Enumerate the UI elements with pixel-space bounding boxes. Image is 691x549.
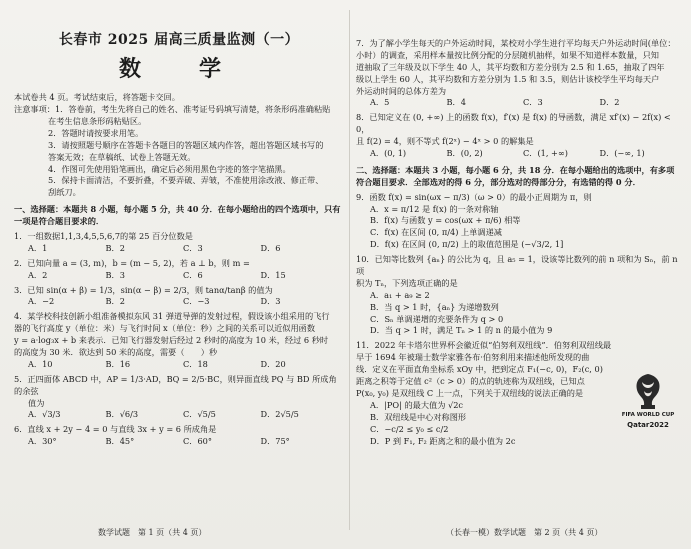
question-stem-line: 7．为了解小学生每天的户外运动时间，某校对小学生进行平均每天户外运动时间(单位： xyxy=(356,38,676,48)
option-a: A．x = π/12 是 f(x) 的一条对称轴 xyxy=(370,203,499,214)
option-d: D．3 xyxy=(260,296,281,307)
option-d: D．P 到 F₁, F₂ 距离之和的最小值为 2c xyxy=(370,435,516,446)
page-footer: （长春一模）数学试题 第 2 页（共 4 页） xyxy=(446,528,603,538)
question-stem-line: 且 f(2) = 4，则不等式 f(2ˣ) − 4ˣ > 0 的解集是 xyxy=(356,136,534,147)
intro-line: 本试卷共 4 页。考试结束后，将答题卡交回。 xyxy=(14,92,180,103)
instructions xyxy=(14,92,344,199)
option-b: B．45° xyxy=(105,436,135,447)
option-a: A．(0, 1) xyxy=(370,148,407,159)
question-stem-line: 10．已知等比数列 {aₙ} 的公比为 q，且 a₅ = 1，设该等比数列的前 n 项和为 Sₙ，前 n 项 xyxy=(356,254,678,277)
option-c: C．6 xyxy=(183,269,203,280)
option-c: C．Sₙ 单调递增的充要条件为 q > 0 xyxy=(370,313,504,324)
option-b: B．双纽线是中心对称图形 xyxy=(370,411,467,422)
option-d: D．6 xyxy=(260,242,281,253)
option-b: B．3 xyxy=(105,269,125,280)
option-a: A．|PO| 的最大值为 √2c xyxy=(370,399,463,410)
question-stem-line: 小时）的调查，采用样本量按比例分配的分层随机抽样，如果不知道样本数量，只知 xyxy=(356,49,659,60)
option-d: D．2 xyxy=(599,97,620,108)
option-c: C．f(x) 在区间 (0, π/4) 上单调递减 xyxy=(370,227,502,238)
option-b: B．f(x) 与函数 y = cos(ωx + π/6) 相等 xyxy=(370,215,521,226)
question-stem-line: 积为 Tₙ，下列选项正确的是 xyxy=(356,277,458,288)
options-row xyxy=(14,409,344,421)
options-row xyxy=(14,270,344,282)
option-b: B．当 q > 1 时，{aₙ} 为递增数列 xyxy=(370,301,499,312)
page-footer: 数学试题 第 1 页（共 4 页） xyxy=(98,528,207,538)
option-d: D．f(x) 在区间 (0, π/2) 上的取值范围是 (−√3/2, 1] xyxy=(370,239,564,250)
question-stem-line: 道抽取了三年级及以下学生 40 人，其平均数和方差分别为 2.5 和 1.65，抽取了四年 xyxy=(356,61,665,72)
trophy-emblem-icon xyxy=(631,372,665,412)
note-line: 答案无效；在草稿纸、试卷上答题无效。 xyxy=(48,151,196,162)
question-stem-line: 距离之积等于定值 c²（c > 0）的点的轨迹称为双纽线，已知点 xyxy=(356,376,585,387)
question-9 xyxy=(356,192,682,251)
section-one-heading: 一、选择题：本题共 8 小题，每小题 5 分，共 40 分．在每小题给出的四个选项中，只有一项是符合题目要求的． xyxy=(14,204,341,227)
options-row xyxy=(14,359,344,371)
option-c: C．−3 xyxy=(183,296,210,307)
option-d: D．(−∞, 1) xyxy=(599,148,645,159)
option-d: D．20 xyxy=(260,358,286,369)
question-stem-line: 线．定义在平面直角坐标系 xOy 中，把到定点 F₁(−c, 0)，F₂(c, 0) xyxy=(356,364,603,375)
options-row xyxy=(356,148,682,160)
question-stem-line: 11．2022 年卡塔尔世界杯会徽近似“伯努利双纽线”．伯努利双纽线最 xyxy=(356,340,612,351)
question-stem: 9．函数 f(x) = sin(ωx − π/3)（ω > 0）的最小正周期为 π，则 xyxy=(356,191,592,202)
option-a: A．−2 xyxy=(28,296,55,307)
option-d: D．2√5/5 xyxy=(260,409,299,420)
question-stem-line: 级以上学生 60 人，其平均数和方差分别为 1.5 和 3.5，则估计该校学生平均每天户 xyxy=(356,73,660,84)
question-stem-line: 的高度为 30 米．欲达到 50 米的高度，需要（ ）秒 xyxy=(14,347,218,357)
question-stem: 6．直线 x + 2y − 4 = 0 与直线 3x + y = 6 所成角是 xyxy=(14,424,217,435)
question-stem-line: 8．已知定义在 (0, +∞) 上的函数 f(x)，f′(x) 是 f(x) 的导函数，满足 xf′(x) − 2f(x) < 0， xyxy=(356,112,671,135)
option-c: C．√5/5 xyxy=(183,409,216,420)
question-stem-line: 4．某学校科技创新小组准备模拟东风 31 弹道导弹的发射过程，假设该小组采用的飞行 xyxy=(14,311,330,322)
option-a: A．1 xyxy=(28,242,48,253)
question-stem-line: 早于 1694 年被瑞士数学家雅各布·伯努利用来描述他所发现的曲 xyxy=(356,352,590,363)
exam-title: 长春市 2025 届高三质量监测（一） xyxy=(58,32,300,48)
question-stem-line: y = a·log₃x + b 来表示．已知飞行器发射后经过 2 秒时的高度为 10 米，经过 6 秒时 xyxy=(14,335,329,346)
option-b: B．√6/3 xyxy=(105,409,139,420)
options-row xyxy=(14,436,344,448)
option-c: C．3 xyxy=(523,97,543,108)
left-column xyxy=(14,0,344,549)
column-divider xyxy=(349,10,350,530)
question-stem-line: 值为 xyxy=(28,397,45,408)
subject-heading: 数 学 xyxy=(118,56,239,83)
option-b: B．16 xyxy=(105,358,131,369)
section-two-heading: 二、选择题：本题共 3 小题，每小题 6 分，共 18 分．在每小题给出的选项中，有多项符合题目要求．全部选对的得 6 分，部分选对的得部分分，有选错的得 0 分． xyxy=(356,164,675,187)
note-line: 3．请按照题号顺序在答题卡各题目的答题区域内作答，超出答题区域书写的 xyxy=(48,139,324,150)
option-c: C．18 xyxy=(183,358,208,369)
option-d: D．75° xyxy=(260,436,290,447)
question-8 xyxy=(356,112,682,160)
option-b: B．2 xyxy=(105,242,125,253)
option-a: A．2 xyxy=(28,269,48,280)
question-2 xyxy=(14,258,344,282)
options-row xyxy=(356,97,682,109)
question-5 xyxy=(14,374,344,422)
question-stem-line: 外运动时间的总体方差为 xyxy=(356,85,447,96)
option-a: A．a₁ + a₉ ≥ 2 xyxy=(370,289,430,300)
question-3 xyxy=(14,285,344,309)
option-c: C．(1, +∞) xyxy=(523,148,568,159)
option-c: C．60° xyxy=(183,436,212,447)
question-stem: 1．一组数据1,1,3,4,5,5,6,7的第 25 百分位数是 xyxy=(14,230,193,241)
question-stem-line: 5．正四面体 ABCD 中，AP = 1/3·AD，BQ = 2/5·BC，则异面直线 PQ 与 BD 所成角的余弦 xyxy=(14,373,337,396)
right-column xyxy=(356,0,682,549)
question-10 xyxy=(356,254,682,337)
question-stem-line: P(x₀, y₀) 是双纽线 C 上一点，下列关于双纽线的说法正确的是 xyxy=(356,387,584,398)
question-stem-line: 器的飞行高度 y（单位：米）与飞行时间 x（单位：秒）之间的关系可以近似用函数 xyxy=(14,323,316,334)
note-line: 刮纸刀。 xyxy=(48,187,81,198)
question-stem: 3．已知 sin(α + β) = 1/3，sin(α − β) = 2/3，则 tanα/tanβ 的值为 xyxy=(14,284,273,295)
note-line: 5．保持卡面清洁，不要折叠，不要弄破、弄皱，不准使用涂改液、修正带、 xyxy=(48,175,324,186)
option-a: A．√3/3 xyxy=(28,409,61,420)
options-row xyxy=(14,296,344,308)
option-a: A．5 xyxy=(370,97,390,108)
option-a: A．30° xyxy=(28,436,57,447)
logo-line-1: FIFA WORLD CUP xyxy=(621,412,675,418)
option-d: D．当 q > 1 时，满足 Tₙ > 1 的 n 的最小值为 9 xyxy=(370,325,553,336)
option-b: B．4 xyxy=(446,97,466,108)
note-line: 注意事项：1．答卷前，考生先将自己的姓名、准考证号码填写清楚，将条形码准确粘贴 xyxy=(14,104,331,115)
note-line: 在考生信息条形码粘贴区。 xyxy=(48,115,147,126)
question-1 xyxy=(14,231,344,255)
option-c: C．−c/2 ≤ y₀ ≤ c/2 xyxy=(370,423,449,434)
logo-line-2: Qatar2022 xyxy=(627,420,669,429)
note-line: 4．作图可先使用铅笔画出，确定后必须用黑色字迹的签字笔描黑。 xyxy=(48,163,291,174)
world-cup-logo xyxy=(620,372,676,430)
option-a: A．10 xyxy=(28,358,53,369)
option-b: B．2 xyxy=(105,296,125,307)
question-stem: 2．已知向量 a = (3, m)，b = (m − 5, 2)，若 a ⊥ b，则 m = xyxy=(14,257,250,268)
note-line: 2．答题时请按要求用笔。 xyxy=(48,127,144,138)
question-7 xyxy=(356,38,682,109)
question-6 xyxy=(14,424,344,448)
options-row xyxy=(14,243,344,255)
option-b: B．(0, 2) xyxy=(446,148,483,159)
option-c: C．3 xyxy=(183,242,203,253)
option-d: D．15 xyxy=(260,269,286,280)
question-4 xyxy=(14,311,344,370)
